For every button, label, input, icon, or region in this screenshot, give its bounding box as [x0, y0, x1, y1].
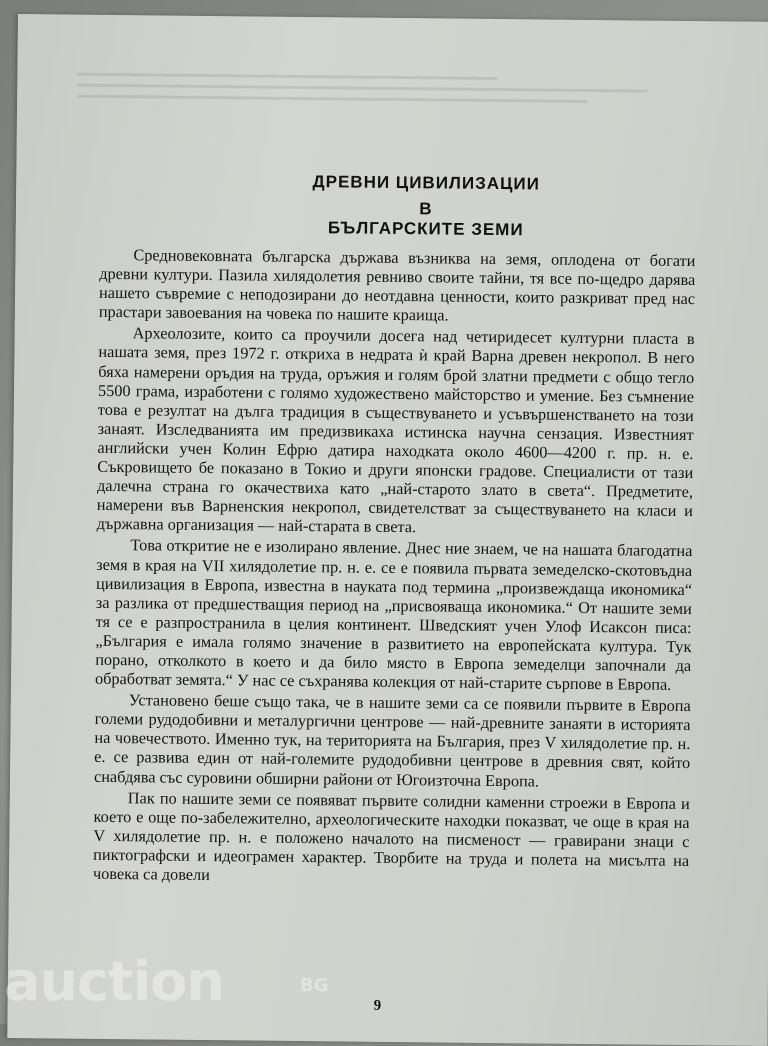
- book-page: [7, 14, 768, 1046]
- chapter-title-line-1: ДРЕВНИ ЦИВИЛИЗАЦИИ: [312, 172, 541, 194]
- paragraph-2: Археолозите, които са проучили досега над четиридесет културни пласта в нашата земя, през 1972 г. откриха в недрата ѝ край Варна древен некропол. В него бяха намерени оръдия на труда, оръжия и голям брой златни предмети с общо тегло 5500 грама, изработени с голямо художествено майсторство и умение. Без съмнение това е резултат на дълга традиция в съществуването и усъвършенстването на този занаят. Изследванията им предизвикаха истинска научна сензация. Известният английски учен Колин Ефрю датира находката около 4600—4200 г. пр. н. е. Съкровището бе показано в Токио и други японски градове. Специалисти от тази далечна страна го окачествиха като „най-старото злато в света“. Предметите, намерени във Варненския некропол, свидетелстват за съществуването на класи и държавна организация — най-старата в света.: [96, 323, 695, 537]
- paragraph-3: Това откритие не е изолирано явление. Днес ние знаем, че на нашата благодатна земя в края на VII хилядолетие пр. н. е. се е появила първата земеделско-скотовъдна цивилизация в Европа, известна в науката под термина „произвеждаща икономика“ за разлика от предшестващия период на „присвояваща икономика.“ От нашите земи тя се е разпространила в целия континент. Шведският учен Улоф Исаксон писа: „България е имала голямо значение в развитието на европейската култура. Тук порано, отколкото в което и да било място в Европа земеделци започнали да обработват земята.“ У нас се съхранява колекция от най-старите сърпове в Европа.: [94, 535, 693, 694]
- bleed-through-text: [77, 65, 678, 141]
- chapter-body: [93, 245, 696, 889]
- paragraph-5: Пак по нашите земи се появяват първите солидни каменни строежи в Европа и което е още по-забележително, археологическите находки показват, че още в края на V хилядолетие пр. н. е положено началото на писменост — гравирани знаци с пиктографски и идеограмен характер. Творбите на труда и полета на мисълта на човека са довели: [92, 787, 690, 885]
- paragraph-1: Средновековната българска държава възниква на земя, оплодена от богати древни култури. Пазила хилядолетия ревниво своите тайни, тя все по-щедро дарява нашето съвремие с неподозирани до неотдавна ценности, които разкриват пред нас прастари завоевания на човека по нашите краища.: [98, 245, 696, 325]
- paragraph-4: Установено беше също така, че в нашите земи са се появили първите в Европа големи рудодобивни и металургични центрове — най-древните занаяти в историята на човечеството. Именно тук, на територията на България, през V хилядолетие пр. н. е. се развива един от най-големите рудодобивни центрове в древния свят, който снабдява със суровини обширни райони от Югоизточна Европа.: [93, 690, 691, 791]
- page-number: 9: [373, 997, 382, 1014]
- watermark-suffix: BG: [300, 975, 329, 996]
- watermark-logo: auction: [4, 950, 224, 1013]
- chapter-title-line-3: БЪЛГАРСКИТЕ ЗЕМИ: [327, 218, 524, 240]
- chapter-title-line-2: В: [419, 199, 433, 219]
